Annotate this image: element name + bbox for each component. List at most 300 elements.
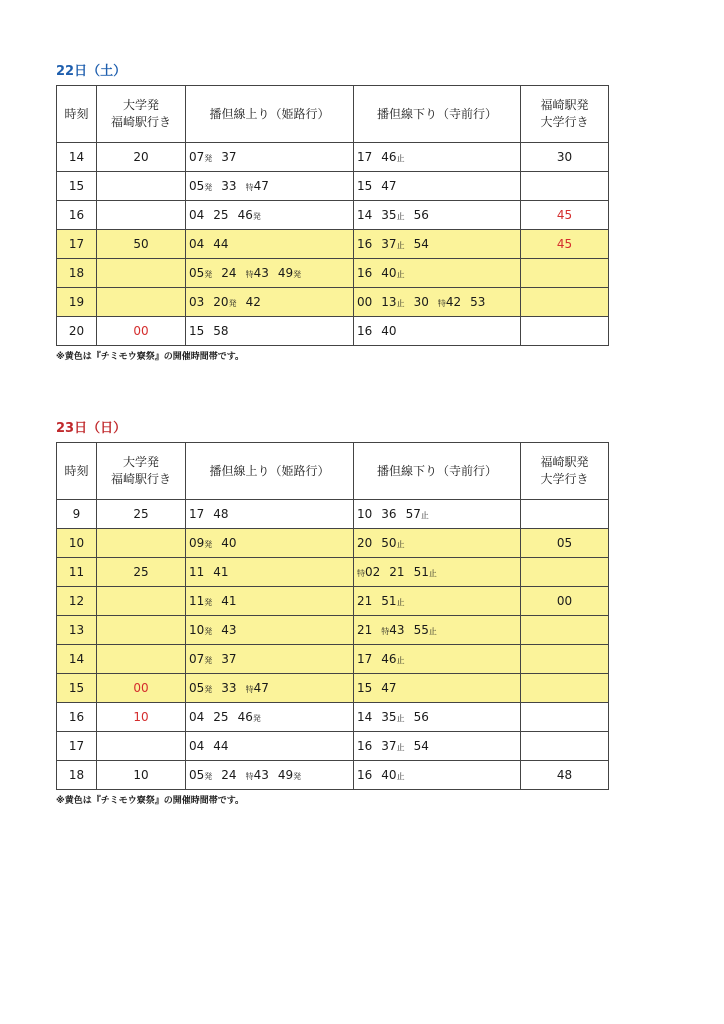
departure-time	[381, 536, 404, 550]
minute: 42	[245, 295, 261, 309]
note: ※黄色は『チミモウ寮祭』の開催時間帯です。	[56, 796, 245, 806]
bantan-up-cell	[186, 230, 354, 259]
departure-time	[470, 295, 485, 309]
minute: 36	[381, 507, 397, 521]
header-line: 大学行き	[540, 472, 589, 486]
header-row	[57, 443, 609, 500]
departure-time	[213, 324, 228, 338]
station-to-univ-cell	[521, 616, 609, 645]
timetable-body	[57, 143, 609, 346]
table-row	[57, 703, 609, 732]
bantan-down-cell	[354, 616, 521, 645]
minute: 04	[189, 208, 205, 222]
hour-cell: 18	[57, 761, 97, 790]
departure-time	[414, 623, 437, 637]
univ-to-station-cell: 10	[97, 761, 186, 790]
departure-time	[189, 739, 204, 753]
bantan-down-cell	[354, 761, 521, 790]
departure-note: 止	[396, 154, 405, 163]
departure-time	[189, 324, 204, 338]
bantan-up-cell	[186, 558, 354, 587]
univ-to-station-cell	[97, 616, 186, 645]
departure-time	[189, 179, 212, 193]
departure-note: 止	[428, 569, 437, 578]
hour-cell: 16	[57, 201, 97, 230]
departure-time	[381, 507, 396, 521]
minute: 37	[221, 150, 237, 164]
bantan-up-cell	[186, 529, 354, 558]
minute: 37	[381, 237, 397, 251]
minute: 04	[189, 739, 205, 753]
bantan-down-cell	[354, 587, 521, 616]
departure-note: 発	[204, 685, 213, 694]
table-row	[57, 761, 609, 790]
bantan-up-cell	[186, 703, 354, 732]
minute: 58	[213, 324, 229, 338]
departure-time	[357, 179, 372, 193]
station-to-univ-cell	[521, 317, 609, 346]
table-row	[57, 201, 609, 230]
departure-time	[189, 208, 204, 222]
departure-note: 発	[204, 627, 213, 636]
departure-time	[381, 266, 404, 280]
minute: 44	[213, 237, 229, 251]
minute: 17	[357, 150, 373, 164]
header-row	[57, 86, 609, 143]
departure-time	[357, 739, 372, 753]
table-row	[57, 317, 609, 346]
bantan-down-cell	[354, 201, 521, 230]
departure-note: 止	[396, 772, 405, 781]
departure-time	[381, 324, 396, 338]
minute: 25	[213, 710, 229, 724]
minute: 41	[213, 565, 229, 579]
hour-cell: 16	[57, 703, 97, 732]
minute: 37	[381, 739, 397, 753]
minute: 46	[381, 150, 397, 164]
minute: 48	[213, 507, 229, 521]
table-row	[57, 500, 609, 529]
departure-time	[246, 179, 269, 193]
departure-time	[438, 295, 461, 309]
departure-time	[357, 208, 372, 222]
departure-note: 止	[396, 714, 405, 723]
hour-cell: 15	[57, 172, 97, 201]
departure-time	[381, 681, 396, 695]
departure-note: 発	[204, 270, 213, 279]
header-line: 福崎駅発	[540, 455, 589, 469]
minute: 49	[277, 266, 294, 280]
header-station-to-univ	[521, 86, 609, 143]
minute: 15	[357, 179, 373, 193]
univ-to-station-cell	[97, 732, 186, 761]
express-mark: 特	[245, 772, 254, 781]
bantan-up-cell	[186, 732, 354, 761]
minute: 46	[381, 652, 397, 666]
departure-time	[189, 536, 212, 550]
minute: 33	[221, 179, 237, 193]
departure-note: 止	[396, 212, 405, 221]
station-to-univ-cell	[521, 674, 609, 703]
station-to-univ-cell: 45	[521, 201, 609, 230]
header-bantan-up: 播但線上り（姫路行）	[186, 86, 354, 143]
departure-time	[189, 681, 212, 695]
table-row	[57, 172, 609, 201]
header-univ-to-station	[97, 443, 186, 500]
departure-note: 発	[204, 183, 213, 192]
minute: 09	[189, 536, 205, 550]
departure-time	[357, 324, 372, 338]
departure-time	[189, 150, 212, 164]
minute: 51	[381, 594, 397, 608]
minute: 46	[237, 710, 253, 724]
departure-time	[357, 295, 372, 309]
minute: 05	[189, 179, 205, 193]
univ-to-station-cell: 50	[97, 230, 186, 259]
departure-time	[213, 295, 236, 309]
express-mark: 特	[357, 569, 365, 578]
departure-time	[357, 266, 372, 280]
hour-cell: 15	[57, 674, 97, 703]
bantan-up-cell	[186, 500, 354, 529]
minute: 47	[381, 681, 397, 695]
minute: 21	[357, 594, 373, 608]
bantan-down-cell	[354, 288, 521, 317]
departure-time	[357, 681, 372, 695]
departure-time	[406, 507, 429, 521]
departure-time	[238, 710, 261, 724]
departure-time	[246, 768, 269, 782]
univ-to-station-cell	[97, 645, 186, 674]
table-row	[57, 529, 609, 558]
departure-time	[189, 237, 204, 251]
departure-time	[238, 208, 261, 222]
bantan-up-cell	[186, 143, 354, 172]
minute: 47	[381, 179, 397, 193]
station-to-univ-cell	[521, 645, 609, 674]
departure-time	[246, 295, 261, 309]
departure-note: 止	[396, 540, 405, 549]
express-mark: 特	[437, 299, 446, 308]
minute: 21	[389, 565, 405, 579]
departure-time	[189, 565, 204, 579]
header-line: 福崎駅行き	[110, 472, 171, 486]
bantan-down-cell	[354, 317, 521, 346]
minute: 21	[357, 623, 373, 637]
departure-note: 発	[252, 212, 261, 221]
table-row	[57, 616, 609, 645]
station-to-univ-cell: 45	[521, 230, 609, 259]
minute: 25	[213, 208, 229, 222]
bantan-down-cell	[354, 529, 521, 558]
hour-cell: 14	[57, 143, 97, 172]
minute: 56	[413, 710, 429, 724]
departure-note: 発	[293, 270, 302, 279]
departure-time	[221, 179, 236, 193]
bantan-down-cell	[354, 259, 521, 288]
departure-note: 止	[428, 627, 437, 636]
departure-time	[414, 295, 429, 309]
departure-time	[381, 768, 404, 782]
header-bantan-down: 播但線下り（寺前行）	[354, 443, 521, 500]
bantan-up-cell	[186, 674, 354, 703]
departure-time	[389, 565, 404, 579]
hour-cell: 11	[57, 558, 97, 587]
station-to-univ-cell	[521, 703, 609, 732]
station-to-univ-cell	[521, 172, 609, 201]
departure-time	[278, 768, 301, 782]
minute: 17	[189, 507, 205, 521]
univ-to-station-cell	[97, 288, 186, 317]
departure-time	[381, 237, 404, 251]
hour-cell: 17	[57, 732, 97, 761]
departure-time	[189, 594, 212, 608]
minute: 16	[357, 266, 373, 280]
minute: 05	[189, 768, 205, 782]
bantan-down-cell	[354, 558, 521, 587]
departure-time	[213, 565, 228, 579]
univ-to-station-cell: 25	[97, 500, 186, 529]
departure-time	[221, 623, 236, 637]
departure-time	[246, 266, 269, 280]
minute: 47	[253, 681, 269, 695]
timetable	[56, 85, 609, 346]
departure-time	[381, 594, 404, 608]
departure-note: 発	[228, 299, 237, 308]
departure-time	[221, 681, 236, 695]
departure-time	[189, 623, 212, 637]
departure-note: 発	[204, 772, 213, 781]
express-mark: 特	[245, 685, 254, 694]
minute: 16	[357, 768, 373, 782]
bantan-down-cell	[354, 230, 521, 259]
minute: 54	[413, 237, 429, 251]
departure-time	[414, 237, 429, 251]
departure-time	[357, 623, 372, 637]
minute: 47	[253, 179, 269, 193]
minute: 07	[189, 652, 205, 666]
station-to-univ-cell	[521, 500, 609, 529]
departure-time	[213, 208, 228, 222]
departure-time	[221, 266, 236, 280]
departure-time	[381, 295, 404, 309]
table-row	[57, 587, 609, 616]
minute: 07	[189, 150, 205, 164]
departure-time	[221, 150, 236, 164]
univ-to-station-cell: 00	[97, 317, 186, 346]
minute: 15	[357, 681, 373, 695]
departure-note: 発	[252, 714, 261, 723]
minute: 41	[221, 594, 237, 608]
note: ※黄色は『チミモウ寮祭』の開催時間帯です。	[56, 352, 245, 362]
univ-to-station-cell	[97, 587, 186, 616]
departure-time	[357, 237, 372, 251]
minute: 13	[381, 295, 397, 309]
hour-cell: 13	[57, 616, 97, 645]
hour-cell: 10	[57, 529, 97, 558]
departure-time	[357, 150, 372, 164]
minute: 11	[189, 565, 205, 579]
bantan-up-cell	[186, 645, 354, 674]
hour-cell: 17	[57, 230, 97, 259]
minute: 46	[237, 208, 253, 222]
departure-time	[381, 179, 396, 193]
bantan-down-cell	[354, 500, 521, 529]
departure-note: 止	[396, 270, 405, 279]
minute: 04	[189, 237, 205, 251]
minute: 57	[405, 507, 421, 521]
section-saturday	[56, 62, 608, 364]
bantan-down-cell	[354, 143, 521, 172]
minute: 10	[189, 623, 205, 637]
minute: 04	[189, 710, 205, 724]
univ-to-station-cell	[97, 172, 186, 201]
minute: 53	[470, 295, 486, 309]
express-mark: 特	[381, 627, 390, 636]
minute: 11	[189, 594, 205, 608]
hour-cell: 20	[57, 317, 97, 346]
station-to-univ-cell: 30	[521, 143, 609, 172]
minute: 15	[189, 324, 205, 338]
bantan-down-cell	[354, 172, 521, 201]
minute: 16	[357, 739, 373, 753]
express-mark: 特	[245, 183, 254, 192]
departure-time	[357, 536, 372, 550]
departure-time	[357, 507, 372, 521]
departure-time	[213, 739, 228, 753]
station-to-univ-cell	[521, 732, 609, 761]
bantan-up-cell	[186, 616, 354, 645]
departure-time	[221, 536, 236, 550]
departure-note: 止	[396, 299, 405, 308]
minute: 35	[381, 208, 397, 222]
minute: 16	[357, 324, 373, 338]
express-mark: 特	[245, 270, 254, 279]
minute: 51	[413, 565, 429, 579]
station-to-univ-cell	[521, 259, 609, 288]
station-to-univ-cell: 48	[521, 761, 609, 790]
bantan-up-cell	[186, 201, 354, 230]
departure-time	[381, 710, 404, 724]
departure-note: 止	[396, 656, 405, 665]
minute: 00	[357, 295, 373, 309]
hour-cell: 18	[57, 259, 97, 288]
departure-note: 止	[396, 743, 405, 752]
station-to-univ-cell: 05	[521, 529, 609, 558]
minute: 20	[357, 536, 373, 550]
header-time: 時刻	[57, 86, 97, 143]
table-row	[57, 288, 609, 317]
departure-time	[246, 681, 269, 695]
station-to-univ-cell	[521, 288, 609, 317]
minute: 56	[413, 208, 429, 222]
table-row	[57, 143, 609, 172]
departure-time	[357, 594, 372, 608]
departure-time	[381, 208, 404, 222]
departure-time	[221, 652, 236, 666]
minute: 43	[221, 623, 237, 637]
hour-cell: 9	[57, 500, 97, 529]
bantan-up-cell	[186, 317, 354, 346]
header-time: 時刻	[57, 443, 97, 500]
section-title: 23日（日）	[56, 421, 127, 436]
departure-time	[189, 266, 212, 280]
minute: 20	[213, 295, 229, 309]
minute: 49	[277, 768, 294, 782]
departure-note: 発	[204, 540, 213, 549]
departure-time	[381, 739, 404, 753]
table-row	[57, 230, 609, 259]
minute: 17	[357, 652, 373, 666]
header-station-to-univ	[521, 443, 609, 500]
header-line: 大学発	[122, 455, 159, 469]
minute: 40	[221, 536, 237, 550]
header-univ-to-station	[97, 86, 186, 143]
minute: 14	[357, 710, 373, 724]
table-row	[57, 674, 609, 703]
univ-to-station-cell	[97, 259, 186, 288]
departure-time	[381, 623, 404, 637]
minute: 40	[381, 324, 397, 338]
minute: 40	[381, 266, 397, 280]
departure-time	[213, 507, 228, 521]
hour-cell: 12	[57, 587, 97, 616]
univ-to-station-cell	[97, 529, 186, 558]
bantan-down-cell	[354, 674, 521, 703]
bantan-down-cell	[354, 732, 521, 761]
minute: 50	[381, 536, 397, 550]
minute: 30	[413, 295, 429, 309]
bantan-up-cell	[186, 288, 354, 317]
departure-time	[213, 237, 228, 251]
minute: 05	[189, 681, 205, 695]
departure-note: 発	[204, 598, 213, 607]
minute: 24	[221, 768, 237, 782]
minute: 55	[413, 623, 429, 637]
bantan-up-cell	[186, 259, 354, 288]
departure-note: 発	[293, 772, 302, 781]
bantan-down-cell	[354, 645, 521, 674]
header-line: 福崎駅行き	[110, 115, 171, 129]
minute: 05	[189, 266, 205, 280]
minute: 03	[189, 295, 205, 309]
departure-time	[189, 768, 212, 782]
univ-to-station-cell: 25	[97, 558, 186, 587]
timetable-body	[57, 500, 609, 790]
minute: 14	[357, 208, 373, 222]
departure-time	[414, 565, 437, 579]
departure-time	[357, 710, 372, 724]
departure-time	[278, 266, 301, 280]
minute: 43	[389, 623, 405, 637]
minute: 10	[357, 507, 373, 521]
univ-to-station-cell	[97, 201, 186, 230]
departure-time	[381, 150, 404, 164]
minute: 24	[221, 266, 237, 280]
departure-time	[221, 594, 236, 608]
minute: 02	[365, 565, 381, 579]
departure-time	[357, 565, 380, 579]
departure-time	[213, 710, 228, 724]
minute: 54	[413, 739, 429, 753]
minute: 44	[213, 739, 229, 753]
departure-time	[357, 768, 372, 782]
station-to-univ-cell	[521, 558, 609, 587]
minute: 37	[221, 652, 237, 666]
header-line: 福崎駅発	[540, 98, 589, 112]
departure-note: 発	[204, 656, 213, 665]
departure-note: 止	[396, 241, 405, 250]
